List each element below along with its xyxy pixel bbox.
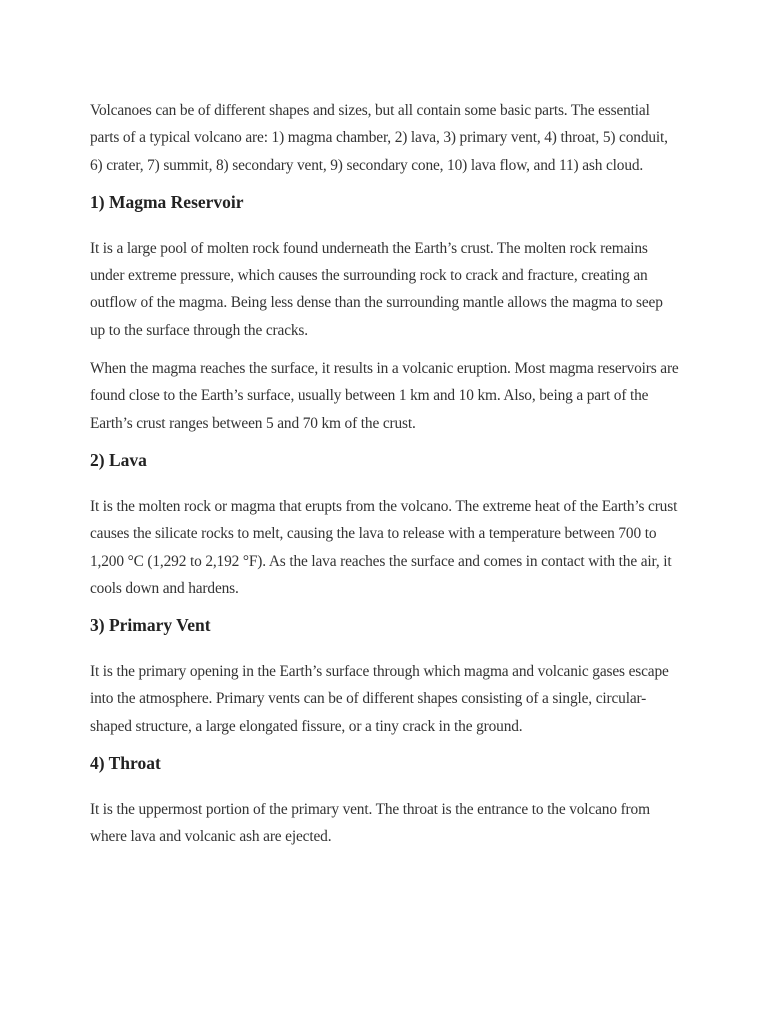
magma-reservoir-paragraph-1: It is a large pool of molten rock found underneath the Earth’s crust. The molten rock remains under extreme pressure, which causes the surrounding rock to crack and fracture, creating an outflow of the magma. Being less dense than the surrounding mantle allows the magma to seep up to the surface through the cracks.	[90, 239, 663, 339]
primary-vent-paragraph: It is the primary opening in the Earth’s surface through which magma and volcanic gases escape into the atmosphere. Primary vents can be of different shapes consisting of a single, circular-shaped structure, a large elongated fissure, or a tiny crack in the ground.	[90, 663, 669, 735]
intro-paragraph: Volcanoes can be of different shapes and sizes, but all contain some basic parts. The essential parts of a typical volcano are: 1) magma chamber, 2) lava, 3) primary vent, 4) throat, 5) conduit, 6) crater, 7) summit, 8) secondary vent, 9) secondary cone, 10) lava flow, and 11) ash cloud.	[90, 102, 668, 174]
lava-paragraph: It is the molten rock or magma that erupts from the volcano. The extreme heat of the Earth’s crust causes the silicate rocks to melt, causing the lava to release with a temperature between 700 to 1,200 °C (1,292 to 2,192 °F). As the lava reaches the surface and comes in contact with the air, it cools down and hardens.	[90, 497, 678, 597]
section-heading-lava: 2) Lava	[90, 449, 147, 470]
section-heading-throat: 4) Throat	[90, 753, 161, 774]
throat-paragraph: It is the uppermost portion of the primary vent. The throat is the entrance to the volcano from where lava and volcanic ash are ejected.	[90, 801, 650, 846]
section-heading-primary-vent: 3) Primary Vent	[90, 615, 211, 636]
magma-reservoir-paragraph-2: When the magma reaches the surface, it results in a volcanic eruption. Most magma reservoirs are found close to the Earth’s surface, usually between 1 km and 10 km. Also, being a part of the Earth’s crust ranges between 5 and 70 km of the crust.	[90, 360, 679, 432]
article-body	[90, 97, 680, 862]
section-heading-magma-reservoir: 1) Magma Reservoir	[90, 191, 244, 212]
